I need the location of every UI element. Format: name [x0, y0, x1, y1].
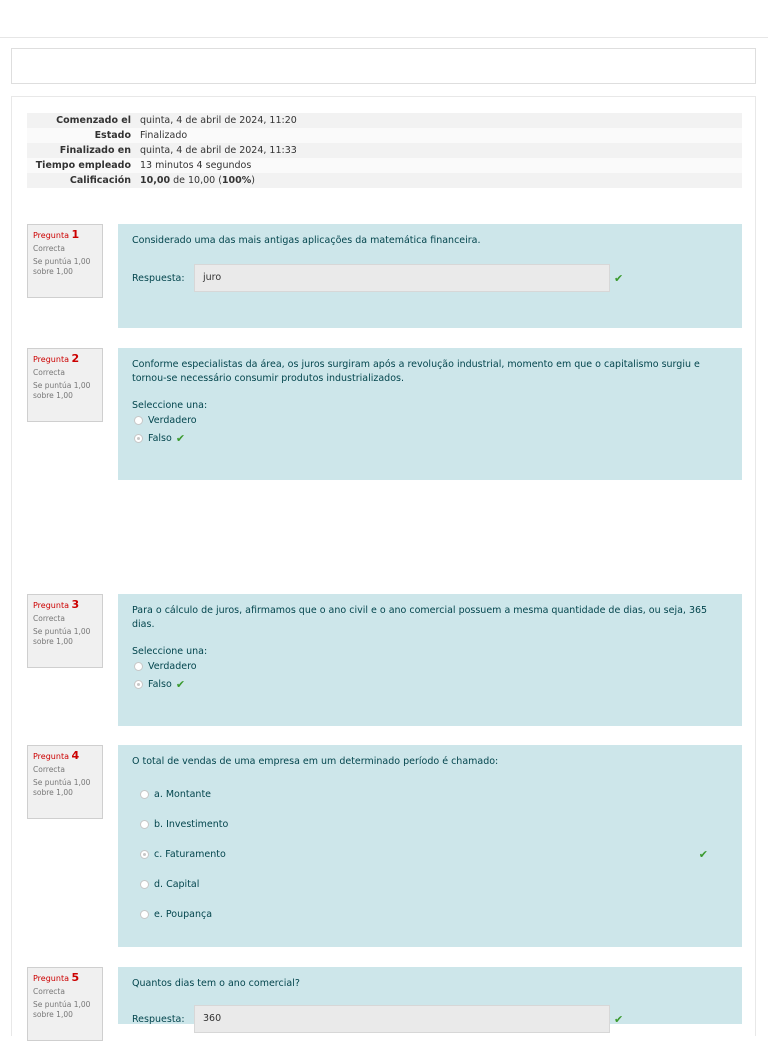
question-content [118, 967, 742, 1024]
option-label: Verdadero [148, 660, 197, 672]
radio-button[interactable] [140, 910, 149, 919]
option-label: e. Poupança [154, 908, 213, 920]
question-number: Pregunta 5 [33, 971, 80, 984]
select-prompt: Seleccione una: [132, 646, 208, 657]
answer-field[interactable]: juro [194, 264, 610, 292]
summary-label: Finalizado en [59, 145, 131, 156]
question-info [27, 224, 103, 298]
option-verdadero[interactable] [132, 657, 728, 675]
radio-button-selected[interactable] [140, 850, 149, 859]
question-grade: Se puntúa 1,00 sobre 1,00 [33, 627, 91, 646]
question-text: O total de vendas de uma empresa em um determinado período é chamado: [132, 756, 499, 767]
check-icon: ✔ [175, 677, 186, 691]
option-label: a. Montante [154, 788, 212, 800]
question-state: Correcta [33, 244, 65, 253]
summary-label: Tiempo empleado [35, 160, 131, 171]
attempt-summary-table [27, 113, 742, 188]
option-verdadero[interactable] [132, 411, 728, 429]
summary-value: 13 minutos 4 segundos [140, 160, 252, 171]
summary-label: Estado [94, 130, 131, 141]
summary-value [136, 173, 742, 188]
question-info [27, 745, 103, 819]
question-info [27, 967, 103, 1041]
question-grade: Se puntúa 1,00 sobre 1,00 [33, 257, 91, 276]
option-falso[interactable] [132, 429, 728, 447]
radio-button[interactable] [134, 416, 143, 425]
question-grade: Se puntúa 1,00 sobre 1,00 [33, 1000, 91, 1019]
option-d[interactable] [132, 869, 728, 899]
question-content [118, 348, 742, 480]
question-text: Quantos dias tem o ano comercial? [132, 978, 300, 989]
grade-close-paren: ) [251, 175, 255, 186]
check-icon: ✔ [698, 847, 708, 861]
question-text: Conforme especialistas da área, os juros surgiram após a revolução industrial, momento em que o capitalismo surgiu e tornou-se necessário consumir produtos industrializados. [132, 359, 700, 384]
question-state: Correcta [33, 614, 65, 623]
question-state: Correcta [33, 987, 65, 996]
summary-row-grade [27, 173, 742, 188]
option-label: b. Investimento [154, 818, 229, 830]
summary-label: Calificación [69, 175, 131, 186]
radio-button[interactable] [134, 662, 143, 671]
option-e[interactable] [132, 899, 728, 929]
empty-header-box [11, 48, 756, 84]
check-icon: ✔ [614, 1012, 624, 1026]
answer-label: Respuesta: [132, 272, 185, 284]
grade-score: 10,00 [140, 175, 171, 186]
question-number: Pregunta 4 [33, 749, 80, 762]
question-text: Considerado uma das mais antigas aplicações da matemática financeira. [132, 235, 481, 246]
question-text: Para o cálculo de juros, afirmamos que o ano civil e o ano comercial possuem a mesma quantidade de dias, ou seja, 365 dias. [132, 605, 708, 630]
question-grade: Se puntúa 1,00 sobre 1,00 [33, 381, 91, 400]
option-c[interactable] [132, 839, 728, 869]
answer-row [132, 264, 728, 292]
option-label: Falso [148, 432, 172, 444]
option-falso[interactable] [132, 675, 728, 693]
answer-field[interactable]: 360 [194, 1005, 610, 1033]
option-label: Verdadero [148, 414, 197, 426]
question-info [27, 348, 103, 422]
question-number: Pregunta 2 [33, 352, 80, 365]
answer-row [132, 1005, 728, 1033]
grade-out-of: de 10,00 ( [170, 175, 222, 186]
check-icon: ✔ [175, 431, 186, 445]
option-label: d. Capital [154, 878, 200, 890]
option-a[interactable] [132, 779, 728, 809]
radio-button-selected[interactable] [134, 434, 143, 443]
option-label: c. Faturamento [154, 848, 226, 860]
summary-label: Comenzado el [56, 115, 131, 126]
summary-row-finished [27, 143, 742, 158]
summary-row-state [27, 128, 742, 143]
question-content [118, 594, 742, 726]
option-label: Falso [148, 678, 172, 690]
summary-value: quinta, 4 de abril de 2024, 11:20 [140, 115, 297, 126]
check-icon: ✔ [614, 271, 624, 285]
question-grade: Se puntúa 1,00 sobre 1,00 [33, 778, 91, 797]
question-number: Pregunta 1 [33, 228, 80, 241]
select-prompt: Seleccione una: [132, 400, 208, 411]
question-number: Pregunta 3 [33, 598, 80, 611]
radio-button[interactable] [140, 790, 149, 799]
radio-button[interactable] [140, 820, 149, 829]
option-b[interactable] [132, 809, 728, 839]
options-list [132, 779, 728, 929]
radio-button[interactable] [140, 880, 149, 889]
summary-row-time-taken [27, 158, 742, 173]
question-state: Correcta [33, 765, 65, 774]
grade-percent: 100% [221, 175, 252, 186]
question-state: Correcta [33, 368, 65, 377]
question-info [27, 594, 103, 668]
summary-value: Finalizado [140, 130, 188, 141]
question-content [118, 224, 742, 328]
answer-label: Respuesta: [132, 1013, 185, 1025]
radio-button-selected[interactable] [134, 680, 143, 689]
top-bar [0, 0, 768, 38]
summary-value: quinta, 4 de abril de 2024, 11:33 [140, 145, 297, 156]
question-content [118, 745, 742, 947]
summary-row-started [27, 113, 742, 128]
